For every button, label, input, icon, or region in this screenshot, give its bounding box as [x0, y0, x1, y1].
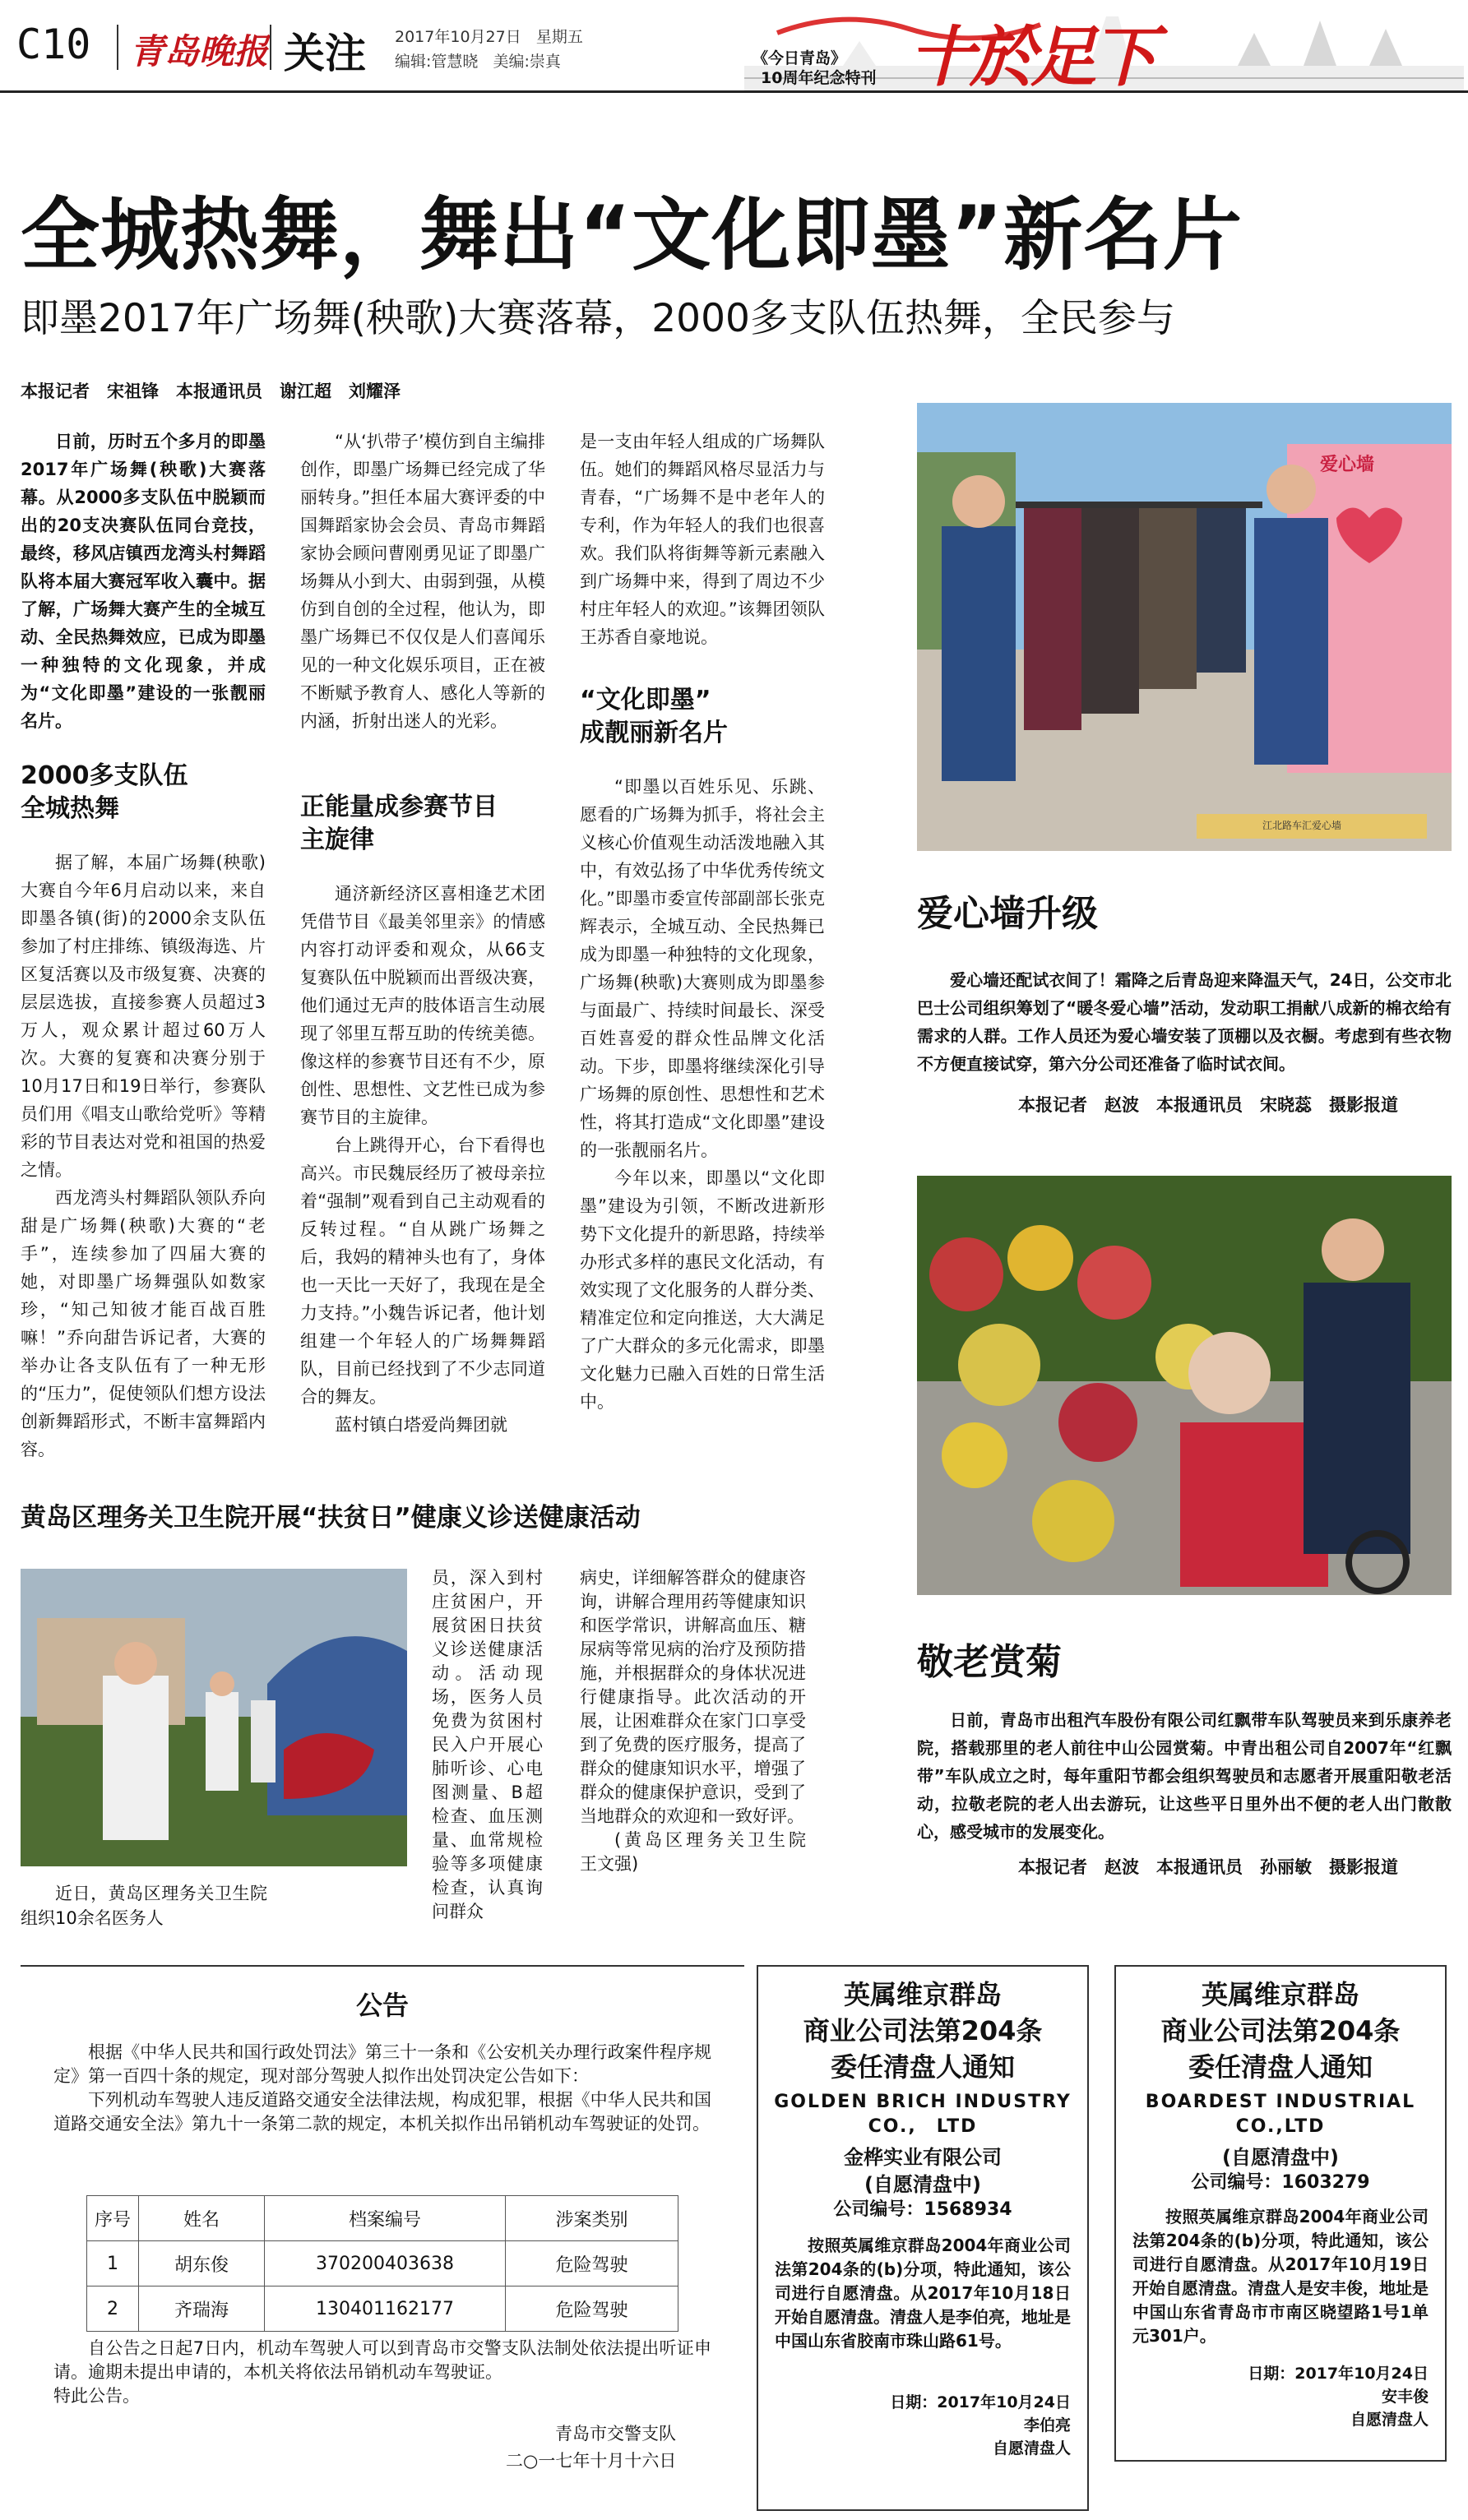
penalty-table [86, 2195, 678, 2332]
ad-company-en: GOLDEN BRICH INDUSTRY CO., LTD [774, 2092, 1072, 2137]
subhead-energy: 正能量成参赛节目 主旋律 [300, 793, 498, 854]
masthead-logo: 青岛晚报 [130, 31, 269, 72]
paragraph: 自公告之日起7日内，机动车驾驶人可以到青岛市交警支队法制处依法提出听证申请。逾期未提出申请的，本机关将依法吊销机动车驾驶证。 [53, 2338, 711, 2382]
header-meta [395, 25, 583, 74]
love-wall-byline: 本报记者 赵波 本报通讯员 宋晓蕊 摄影报道 [1018, 1095, 1398, 1115]
ad-role: 自愿清盘人 [1350, 2411, 1429, 2429]
table-cell: 胡东俊 [139, 2241, 265, 2286]
editor-credit: 编辑:管慧晓 [395, 53, 479, 71]
elder-title: 敬老赏菊 [917, 1641, 1062, 1683]
love-wall-title: 爱心墙升级 [917, 893, 1098, 935]
ad-status: (自愿清盘中) [1222, 2146, 1339, 2169]
ad-title: 英属维京群岛 商业公司法第204条 委任清盘人通知 [803, 1979, 1043, 2083]
header-rule [0, 90, 1468, 93]
paragraph: 近日，黄岛区理务关卫生院组织10余名医务人 [21, 1884, 267, 1928]
ad-code: 公司编号：1568934 [833, 2199, 1012, 2220]
ad-body [1132, 2205, 1429, 2348]
hospital-source: (黄岛区理务关卫生院 王文强) [580, 1830, 823, 1874]
ad-person: 安丰俊 [1381, 2388, 1429, 2406]
chrysanthemum-photo [917, 1176, 1452, 1595]
notice-title: 公告 [355, 1990, 409, 2021]
table-cell: 危险驾驶 [506, 2241, 678, 2286]
table-cell: 370200403638 [265, 2241, 506, 2286]
liquidation-notice-2 [1114, 1965, 1447, 2462]
table-cell: 130401162177 [265, 2286, 506, 2332]
table-header-cell: 姓名 [139, 2196, 265, 2241]
love-wall-photo [917, 403, 1452, 851]
header-divider [117, 25, 118, 70]
hospital-photo [21, 1569, 407, 1866]
special-calligraphy: 十於足下 [909, 18, 1152, 90]
doctors-illustration [21, 1569, 407, 1866]
page-number: C10 [16, 21, 91, 68]
love-wall-body [917, 966, 1452, 1078]
notice-text [53, 2041, 711, 2136]
ad-company-en: BOARDEST INDUSTRIAL CO.,LTD [1145, 2092, 1416, 2137]
main-headline: 全城热舞，舞出“文化即墨”新名片 [21, 189, 1243, 281]
designer-credit: 美编:崇真 [493, 53, 561, 71]
main-byline: 本报记者 宋祖锋 本报通讯员 谢江超 刘耀泽 [21, 381, 401, 401]
hospital-headline: 黄岛区理务关卫生院开展“扶贫日”健康义诊送健康活动 [21, 1503, 641, 1533]
paragraph: “即墨以百姓乐见、乐跳、愿看的广场舞为抓手，将社会主义核心价值观生动活泼地融入其中，有效弘扬了中华优秀传统文化。”即墨市委宣传部副部长张克辉表示，全城互动、全民热舞已成为即墨一种独特的文化现象，广场舞(秧歌)大赛则成为即墨参与面最广、持续时间最长、深受百姓喜爱的群众性品牌文化活动。下步，即墨将继续深化引导广场舞的原创性、思想性和艺术性，将其打造成“文化即墨”建设的一张靓丽名片。 [580, 777, 825, 1160]
ad-person: 李伯亮 [1023, 2416, 1071, 2434]
paragraph: 日前，青岛市出租汽车股份有限公司红飘带车队驾驶员来到乐康养老院，搭载那里的老人前往中山公园赏菊。中青出租公司自2007年“红飘带”车队成立之时，每年重阳节都会组织驾驶员和志愿者开展重阳敬老活动，拉敬老院的老人出去游玩，让这些平日里外出不便的老人出门散散心，感受城市的发展变化。 [917, 1710, 1452, 1842]
liquidation-notice-1 [757, 1965, 1089, 2511]
issue-weekday: 星期五 [535, 28, 583, 46]
issue-date: 2017年10月27日 [395, 28, 521, 46]
paragraph: 据了解，本届广场舞(秧歌)大赛自今年6月启动以来，来自即墨各镇(街)的2000余支队伍参加了村庄排练、镇级海选、片区复活赛以及市级复赛、决赛的层层选拔，直接参赛人员超过3万人，观众累计超过60万人次。大赛的复赛和决赛分别于10月17日和19日举行，参赛队员们用《唱支山歌给党听》等精彩的节目表达对党和祖国的热爱之情。 [21, 853, 266, 1180]
paragraph: 是一支由年轻人组成的广场舞队伍。她们的舞蹈风格尽显活力与青春，“广场舞不是中老年人的专利，作为年轻人的我们也很喜欢。我们队将街舞等新元素融入到广场舞中来，得到了周边不少村庄年轻人的欢迎。”该舞团领队王苏香自豪地说。 [580, 432, 825, 647]
hospital-caption [21, 1881, 267, 1930]
elder-body [917, 1706, 1452, 1846]
notice-box [21, 1965, 744, 2513]
hospital-column-2 [432, 1566, 543, 1924]
table-cell: 齐瑞海 [139, 2286, 265, 2332]
header-divider [270, 25, 271, 70]
main-subheadline: 即墨2017年广场舞(秧歌)大赛落幕，2000多支队伍热舞，全民参与 [21, 296, 1175, 341]
paragraph: 按照英属维京群岛2004年商业公司法第204条的(b)分项，特此通知，该公司进行自愿清盘。从2017年10月19日开始自愿清盘。清盘人是安丰俊，地址是中国山东省青岛市市南区晓望路1号1单元301户。 [1132, 2207, 1429, 2346]
paragraph: 通济新经济区喜相逢艺术团凭借节目《最美邻里亲》的情感内容打动评委和观众，从66支复赛队伍中脱颖而出晋级决赛，他们通过无声的肢体语言生动展现了邻里互帮互助的传统美德。像这样的参赛节目还有不少，原创性、思想性、文艺性已成为参赛节目的主旋律。 [300, 884, 545, 1127]
main-column-3 [580, 428, 825, 1416]
table-header-cell: 涉案类别 [506, 2196, 678, 2241]
notice-signature: 青岛市交警支队 [555, 2424, 676, 2444]
table-cell: 1 [87, 2241, 139, 2286]
photo-sign-text: 江北路车汇爱心墙 [1262, 820, 1342, 831]
section-name: 关注 [284, 30, 366, 77]
header-bar [0, 0, 1468, 90]
table-header-row [87, 2196, 678, 2241]
paragraph: 特此公告。 [53, 2386, 140, 2406]
anniversary-banner [744, 0, 1464, 90]
lead-paragraph: 日前，历时五个多月的即墨2017年广场舞(秧歌)大赛落幕。从2000多支队伍中脱颖而出的20支决赛队伍同台竞技，最终，移风店镇西龙湾头村舞蹈队将本届大赛冠军收入囊中。据了解，广场舞大赛产生的全城互动、全民热舞效应，已成为即墨一种独特的文化现象，并成为“文化即墨”建设的一张靓丽名片。 [21, 432, 266, 731]
paragraph: “从‘扒带子’模仿到自主编排创作，即墨广场舞已经完成了华丽转身。”担任本届大赛评委的中国舞蹈家协会会员、青岛市舞蹈家协会顾问曹刚勇见证了即墨广场舞从小到大、由弱到强，从模仿到自创的全过程，他认为，即墨广场舞已不仅仅是人们喜闻乐见的一种文化娱乐项目，正在被不断赋予教育人、感化人等新的内涵，折射出迷人的光彩。 [300, 432, 545, 731]
table-cell: 2 [87, 2286, 139, 2332]
ad-role: 自愿清盘人 [992, 2439, 1071, 2458]
table-header-cell: 档案编号 [265, 2196, 506, 2241]
table-cell: 危险驾驶 [506, 2286, 678, 2332]
notice-date: 二○一七年十月十六日 [506, 2451, 677, 2471]
subhead-teams: 2000多支队伍 全城热舞 [21, 761, 188, 823]
ad-title: 英属维京群岛 商业公司法第204条 委任清盘人通知 [1160, 1979, 1401, 2083]
ad-body [775, 2234, 1071, 2353]
table-header-cell: 序号 [87, 2196, 139, 2241]
paragraph: 下列机动车驾驶人违反道路交通安全法律法规，构成犯罪，根据《中华人民共和国道路交通安全法》第九十一条第二款的规定，本机关拟作出吊销机动车驾驶证的处罚。 [53, 2090, 711, 2134]
paragraph: 爱心墙还配试衣间了！霜降之后青岛迎来降温天气，24日，公交市北巴士公司组织筹划了“暖冬爱心墙”活动，发动职工捐献八成新的棉衣给有需求的人群。工作人员还为爱心墙安装了顶棚以及衣橱。考虑到有些衣物不方便直接试穿，第六分公司还准备了临时试衣间。 [917, 970, 1452, 1074]
notice-text-2 [53, 2337, 711, 2408]
paragraph: 台上跳得开心，台下看得也高兴。市民魏辰经历了被母亲拉着“强制”观看到自己主动观看的反转过程。“自从跳广场舞之后，我妈的精神头也有了，身体也一天比一天好了，我现在是全力支持。”小魏告诉记者，他计划组建一个年轻人的广场舞舞蹈队，目前已经找到了不少志同道合的舞友。 [300, 1135, 545, 1407]
photo-sign-text: 爱心墙 [1320, 455, 1375, 475]
ad-code: 公司编号：1603279 [1191, 2172, 1370, 2193]
paragraph: 今年以来，即墨以“文化即墨”建设为引领，不断改进新形势下文化提升的新思路，持续举办形式多样的惠民文化活动，有效实现了文化服务的人群分类、精准定位和定向推送，大大满足了广大群众的多元化需求，即墨文化魅力已融入百姓的日常生活中。 [580, 1168, 825, 1412]
main-column-2 [300, 428, 545, 1439]
hospital-column-3 [580, 1566, 823, 1876]
table-row [87, 2286, 678, 2332]
subhead-culture: “文化即墨” 成靓丽新名片 [580, 686, 728, 747]
main-column-1 [21, 428, 266, 1463]
ad-status: (自愿清盘中) [864, 2173, 981, 2196]
ad-date: 日期：2017年10月24日 [890, 2393, 1071, 2411]
paragraph: 按照英属维京群岛2004年商业公司法第204条的(b)分项，特此通知，该公司进行自愿清盘。从2017年10月18日开始自愿清盘。清盘人是李伯亮，地址是中国山东省胶南市珠山路61号。 [775, 2236, 1071, 2351]
paragraph: 西龙湾头村舞蹈队领队乔向甜是广场舞(秧歌)大赛的“老手”，连续参加了四届大赛的她，对即墨广场舞强队如数家珍，“知己知彼才能百战百胜嘛！”乔向甜告诉记者，大赛的举办让各支队伍有了一种无形的“压力”，促使领队们想方设法创新舞蹈形式，不断丰富舞蹈内容。 [21, 1188, 266, 1459]
ad-company-cn: 金桦实业有限公司 [844, 2146, 1002, 2169]
special-title: 《今日青岛》 [753, 49, 847, 67]
paragraph: 根据《中华人民共和国行政处罚法》第三十一条和《公安机关办理行政案件程序规定》第一百四十条的规定，现对部分驾驶人拟作出处罚决定公告如下： [53, 2042, 711, 2086]
table-row [87, 2241, 678, 2286]
ad-date: 日期：2017年10月24日 [1248, 2365, 1429, 2383]
elderly-chrysanthemum-illustration [917, 1176, 1452, 1595]
paragraph: 蓝村镇白塔爱尚舞团就 [335, 1415, 507, 1435]
paragraph: 病史，详细解答群众的健康咨询，讲解合理用药等健康知识和医学常识，讲解高血压、糖尿病等常见病的治疗及预防措施，并根据群众的身体状况进行健康指导。此次活动的开展，让困难群众在家门口享受到了免费的医疗服务，提高了群众的健康知识水平，增强了群众的健康保护意识，受到了当地群众的欢迎和一致好评。 [580, 1568, 806, 1826]
elder-byline: 本报记者 赵波 本报通讯员 孙丽敏 摄影报道 [1018, 1857, 1398, 1877]
special-subtitle: 10周年纪念特刊 [761, 69, 877, 87]
paragraph: 员，深入到村庄贫困户，开展贫困日扶贫义诊送健康活动。活动现场，医务人员免费为贫困村民入户开展心肺听诊、心电图测量、B超检查、血压测量、血常规检验等多项健康检查，认真询问群众 [432, 1568, 543, 1921]
